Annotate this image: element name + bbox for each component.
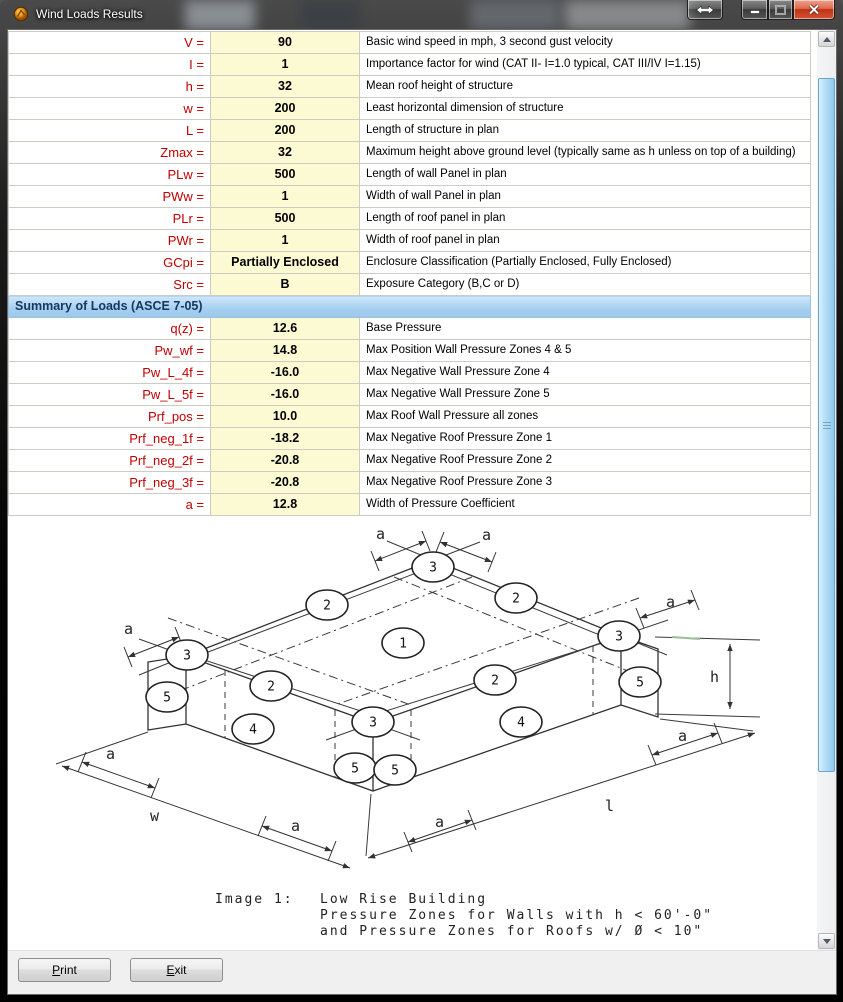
vertical-scrollbar[interactable] — [817, 30, 836, 950]
diagram-caption — [215, 892, 713, 940]
param-value: -20.8 — [211, 472, 360, 494]
param-label: V = — [9, 32, 211, 54]
dim-label-h: h — [710, 668, 720, 686]
app-icon — [13, 6, 29, 22]
table-row — [9, 54, 811, 76]
param-description: Width of Pressure Coefficient — [360, 494, 811, 516]
zone-1-number: 1 — [399, 636, 407, 652]
param-value: 32 — [211, 76, 360, 98]
dim-label-a: a — [678, 727, 688, 745]
param-description: Maximum height above ground level (typically same as h unless on top of a building) — [360, 142, 811, 164]
param-label: q(z) = — [9, 318, 211, 340]
dim-label-w: w — [150, 807, 160, 825]
titlebar-glass-reflection — [300, 0, 360, 30]
zone-3-number: 3 — [183, 648, 191, 664]
param-label: Prf_neg_2f = — [9, 450, 211, 472]
resize-horizontal-icon — [696, 5, 714, 15]
table-row — [9, 318, 811, 340]
results-panel — [8, 30, 817, 950]
param-value: -16.0 — [211, 384, 360, 406]
table-row — [9, 186, 811, 208]
param-description: Exposure Category (B,C or D) — [360, 274, 811, 296]
param-description: Max Negative Roof Pressure Zone 3 — [360, 472, 811, 494]
table-row — [9, 428, 811, 450]
section-header: Summary of Loads (ASCE 7-05) — [9, 296, 811, 318]
dialog-client-area — [8, 30, 836, 994]
zone-3-number: 3 — [615, 629, 623, 645]
param-label: w = — [9, 98, 211, 120]
zone-4-number: 4 — [517, 715, 525, 731]
params-table-body — [9, 32, 811, 516]
param-description: Max Negative Roof Pressure Zone 2 — [360, 450, 811, 472]
param-description: Mean roof height of structure — [360, 76, 811, 98]
scrollbar-thumb[interactable] — [818, 78, 835, 772]
dim-label-a: a — [435, 813, 445, 831]
titlebar-glass-reflection — [565, 0, 690, 30]
table-row — [9, 274, 811, 296]
print-button[interactable]: Print — [18, 958, 111, 982]
table-row — [9, 76, 811, 98]
footer-bar — [8, 950, 836, 994]
dim-label-a: a — [482, 526, 492, 544]
param-label: PWr = — [9, 230, 211, 252]
table-row — [9, 142, 811, 164]
param-label: PLw = — [9, 164, 211, 186]
table-row — [9, 384, 811, 406]
param-description: Basic wind speed in mph, 3 second gust velocity — [360, 32, 811, 54]
param-description: Max Roof Wall Pressure all zones — [360, 406, 811, 428]
param-label: Prf_neg_1f = — [9, 428, 211, 450]
resize-horizontal-button[interactable] — [687, 0, 723, 20]
caption-line-3: and Pressure Zones for Roofs w/ Ø < 10" — [320, 924, 704, 939]
param-label: PWw = — [9, 186, 211, 208]
dim-label-a: a — [124, 620, 134, 638]
param-description: Enclosure Classification (Partially Enclosed, Fully Enclosed) — [360, 252, 811, 274]
zone-2-number: 2 — [512, 591, 520, 607]
param-label: PLr = — [9, 208, 211, 230]
param-label: h = — [9, 76, 211, 98]
zone-4-number: 4 — [249, 722, 257, 738]
param-description: Length of roof panel in plan — [360, 208, 811, 230]
triangle-down-icon — [823, 939, 831, 944]
table-row — [9, 362, 811, 384]
pressure-zones-diagram — [8, 518, 817, 890]
param-description: Length of structure in plan — [360, 120, 811, 142]
zone-5-number: 5 — [163, 690, 171, 706]
zone-2-number: 2 — [491, 673, 499, 689]
zone-3-number: 3 — [429, 560, 437, 576]
dim-label-l: l — [605, 797, 615, 815]
table-row — [9, 98, 811, 120]
table-row — [9, 120, 811, 142]
param-description: Max Negative Wall Pressure Zone 5 — [360, 384, 811, 406]
zone-markers — [146, 552, 661, 785]
param-value: 12.8 — [211, 494, 360, 516]
scroll-down-button[interactable] — [818, 933, 835, 949]
table-row — [9, 230, 811, 252]
param-description: Base Pressure — [360, 318, 811, 340]
zone-2-number: 2 — [267, 679, 275, 695]
param-value: 1 — [211, 54, 360, 76]
titlebar-glass-reflection — [185, 0, 255, 30]
param-description: Importance factor for wind (CAT II- I=1.0 typical, CAT III/IV I=1.15) — [360, 54, 811, 76]
zone-3-number: 3 — [369, 715, 377, 731]
param-value: 500 — [211, 208, 360, 230]
close-button[interactable] — [793, 0, 835, 20]
title-bar — [0, 0, 843, 30]
table-row — [9, 32, 811, 54]
param-description: Width of roof panel in plan — [360, 230, 811, 252]
table-row — [9, 208, 811, 230]
caption-line-2: Pressure Zones for Walls with h < 60'-0" — [320, 908, 714, 923]
maximize-icon — [775, 5, 786, 15]
param-value: 12.6 — [211, 318, 360, 340]
param-label: Src = — [9, 274, 211, 296]
zone-2-number: 2 — [323, 598, 331, 614]
param-label: GCpi = — [9, 252, 211, 274]
caption-line-1: Low Rise Building — [320, 892, 488, 907]
param-description: Least horizontal dimension of structure — [360, 98, 811, 120]
param-value: 10.0 — [211, 406, 360, 428]
param-description: Length of wall Panel in plan — [360, 164, 811, 186]
table-row — [9, 252, 811, 274]
param-label: I = — [9, 54, 211, 76]
minimize-icon — [750, 5, 760, 14]
param-description: Max Position Wall Pressure Zones 4 & 5 — [360, 340, 811, 362]
dim-label-a: a — [666, 593, 676, 611]
param-label: a = — [9, 494, 211, 516]
triangle-up-icon — [823, 37, 831, 42]
param-value: B — [211, 274, 360, 296]
close-icon — [808, 4, 820, 15]
param-value: Partially Enclosed — [211, 252, 360, 274]
param-label: Pw_wf = — [9, 340, 211, 362]
section-header-row — [9, 296, 811, 318]
param-label: Pw_L_4f = — [9, 362, 211, 384]
dim-label-a: a — [106, 745, 116, 763]
table-row — [9, 472, 811, 494]
param-value: 32 — [211, 142, 360, 164]
param-value: 500 — [211, 164, 360, 186]
param-value: -20.8 — [211, 450, 360, 472]
table-row — [9, 494, 811, 516]
param-label: Pw_L_5f = — [9, 384, 211, 406]
wind-loads-table — [8, 31, 811, 516]
param-value: 200 — [211, 120, 360, 142]
zone-5-number: 5 — [351, 761, 359, 777]
param-label: L = — [9, 120, 211, 142]
caption-label: Image 1: — [215, 892, 294, 907]
titlebar-glass-reflection — [470, 0, 560, 30]
param-value: 1 — [211, 230, 360, 252]
param-description: Max Negative Wall Pressure Zone 4 — [360, 362, 811, 384]
scroll-up-button[interactable] — [818, 31, 835, 47]
window-title: Wind Loads Results — [36, 7, 143, 21]
zone-5-number: 5 — [391, 763, 399, 779]
dim-label-a: a — [291, 817, 301, 835]
maximize-button[interactable] — [768, 0, 793, 20]
param-value: -16.0 — [211, 362, 360, 384]
param-value: 14.8 — [211, 340, 360, 362]
exit-button[interactable]: Exit — [130, 958, 223, 982]
param-value: -18.2 — [211, 428, 360, 450]
param-value: 1 — [211, 186, 360, 208]
param-description: Max Negative Roof Pressure Zone 1 — [360, 428, 811, 450]
zone-5-number: 5 — [636, 675, 644, 691]
minimize-button[interactable] — [741, 0, 768, 20]
dim-label-a: a — [376, 525, 386, 543]
table-row — [9, 164, 811, 186]
table-row — [9, 340, 811, 362]
scrollbar-grip-icon — [823, 422, 831, 429]
param-value: 90 — [211, 32, 360, 54]
param-description: Width of wall Panel in plan — [360, 186, 811, 208]
param-label: Zmax = — [9, 142, 211, 164]
table-row — [9, 450, 811, 472]
param-value: 200 — [211, 98, 360, 120]
param-label: Prf_neg_3f = — [9, 472, 211, 494]
table-row — [9, 406, 811, 428]
param-label: Prf_pos = — [9, 406, 211, 428]
